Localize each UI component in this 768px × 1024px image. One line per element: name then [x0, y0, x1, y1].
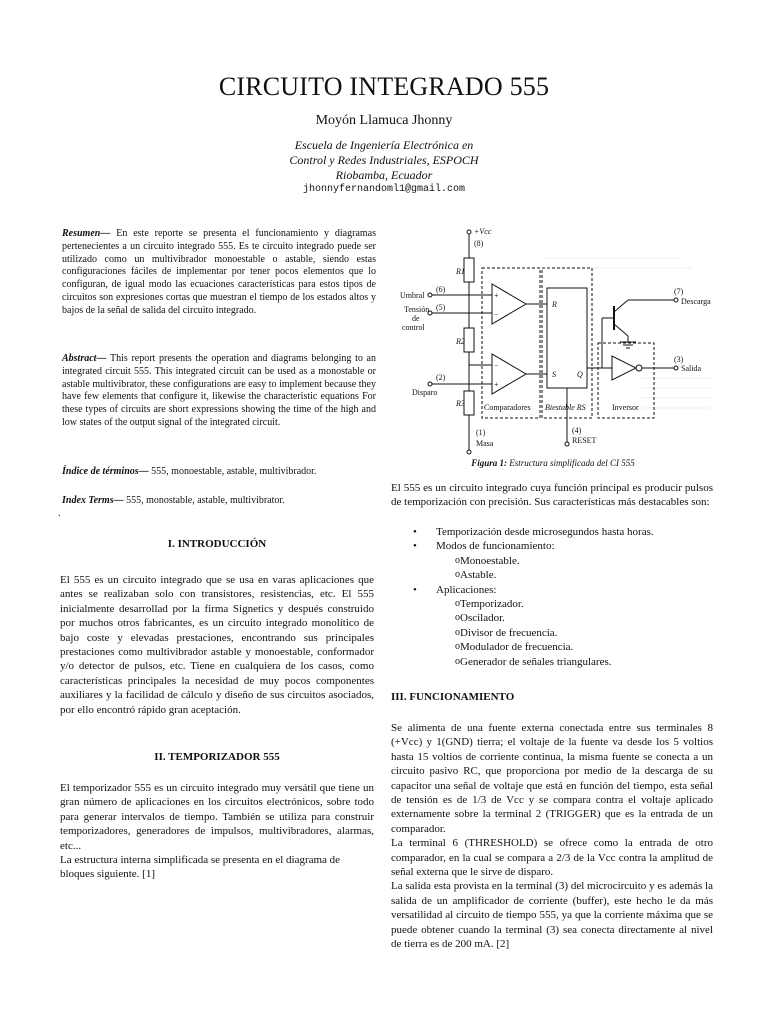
comp2-minus: − [494, 361, 499, 370]
vcc-terminal [467, 230, 471, 234]
sub-list-item-label: Monoestable. [460, 554, 520, 567]
bullet-marker: • [413, 583, 417, 596]
affiliation-line-2: Control y Redes Industriales, ESPOCH [289, 153, 479, 167]
reset-terminal [565, 442, 569, 446]
paper-title: CIRCUITO INTEGRADO 555 [218, 72, 550, 101]
flipflop-s-label: S [552, 370, 556, 379]
abstract-label: Abstract— [62, 353, 107, 364]
sub-list-item-label: Temporizador. [460, 598, 524, 611]
sub-list-item-label: Generador de señales triangulares. [460, 655, 612, 668]
funcionamiento-paragraph-1: Se alimenta de una fuente externa conectada entre sus terminales 8 (+Vcc) y 1(GND) tierra; el voltaje de la fuente va desde los 5 voltios hasta 15 voltios de corriente continua, la misma fuente se conecta a un circuito pasivo RC, que proporciona por medio de la descarga de su capacitor una señal de voltaje que está en función del tiempo, esta señal de tensión es de 1/3 de Vcc y se compara contra el voltaje aplicado externamente sobre la terminal 2 (TRIGGER) que es la entrada de un comparador. [391, 722, 713, 835]
bullet-marker: • [413, 526, 417, 538]
list-item [391, 583, 713, 669]
biestable-label: Biestable RS [545, 403, 586, 412]
disparo-terminal [428, 382, 432, 386]
pin8-label: (8) [474, 239, 484, 248]
comp2-plus: + [494, 380, 499, 389]
temporizador-paragraph [60, 781, 374, 882]
sub-bullet-marker: o [455, 612, 460, 624]
features-list [391, 525, 713, 669]
tension-label-1: Tensión [404, 305, 430, 314]
stray-mark: . [58, 508, 61, 519]
indice-terminos [62, 466, 376, 479]
sub-list-item-label: Oscilador. [460, 612, 505, 625]
author-name: Moyón Llamuca Jhonny [315, 113, 453, 128]
pin7-label: (7) [674, 287, 684, 296]
sub-list-item [391, 655, 713, 669]
affiliation-line-3: Riobamba, Ecuador [335, 168, 433, 182]
intro-heading: I. INTRODUCCIÓN [167, 538, 267, 550]
pin2-label: (2) [436, 373, 446, 382]
flipflop-r-label: R [552, 300, 557, 309]
indice-text: 555, monoestable, astable, multivibrador. [148, 466, 317, 477]
masa-terminal [467, 450, 471, 454]
list-item-label: Modos de funcionamiento: [436, 540, 555, 553]
umbral-terminal [428, 293, 432, 297]
sub-bullet-marker: o [455, 655, 460, 667]
pin1-label: (1) [476, 428, 486, 437]
pin4-label: (4) [572, 426, 582, 435]
sub-list-item-label: Divisor de frecuencia. [460, 626, 558, 639]
descarga-terminal [674, 298, 678, 302]
resistor-r2 [464, 328, 474, 352]
right-intro-paragraph: El 555 es un circuito integrado cuya función principal es producir pulsos de temporización con precisión. Sus características más destacables son: [391, 482, 713, 509]
resumen-paragraph [62, 228, 376, 318]
reset-label: RESET [572, 436, 597, 445]
abstract-paragraph [62, 353, 376, 430]
pin3-label: (3) [674, 355, 684, 364]
resistor-r3 [464, 391, 474, 415]
tension-label-2: de [412, 314, 420, 323]
inverter-gate [612, 356, 636, 380]
sub-list-item [391, 554, 713, 568]
sub-list-item [391, 626, 713, 640]
affiliation-line-1: Escuela de Ingeniería Electrónica en [294, 138, 474, 152]
figure-caption-label: Figura 1: [471, 458, 507, 468]
funcionamiento-paragraph-3: La salida esta provista en la terminal (3) del microcircuito y es además la salida de un amplificador de corriente (buffer), este hecho le da más versatilidad al circuito de tiempo 555, ya que la corriente máxima que se puede obtener cuando la terminal (3) sea conecta directamente al nivel de tierra es de 200 mA. [2] [391, 880, 713, 951]
pin5-label: (5) [436, 303, 446, 312]
sub-list-item [391, 597, 713, 611]
r2-label: R2 [456, 337, 465, 346]
sub-bullet-marker: o [455, 598, 460, 610]
disparo-label: Disparo [412, 388, 438, 397]
r1-label: R1 [456, 267, 465, 276]
show-through-texture [542, 258, 710, 408]
temporizador-heading: II. TEMPORIZADOR 555 [154, 751, 280, 763]
bullet-marker: • [413, 540, 417, 553]
sub-bullet-marker: o [455, 641, 460, 653]
vcc-label: +Vcc [474, 228, 492, 236]
r3-label: R3 [456, 399, 465, 408]
masa-label: Masa [476, 439, 494, 448]
figure-caption-text: Estructura simplificada del CI 555 [507, 458, 635, 468]
sub-list-item-label: Astable. [460, 569, 497, 582]
list-item [391, 525, 713, 539]
sub-list-item-label: Modulador de frecuencia. [460, 641, 574, 654]
descarga-label: Descarga [681, 297, 711, 306]
pin6-label: (6) [436, 285, 446, 294]
index-terms [62, 495, 376, 508]
sub-bullet-marker: o [455, 569, 460, 581]
resumen-text: En este reporte se presenta el funcionamiento y diagramas pertenecientes a un circuito integrado 555. Es te circuito integrado puede ser utilizado como un multivibrador monoestable o astable, siendo estas configuraciones fáciles de implementar por tener pocos elementos que lo configuran, de igual modo las ecuaciones características para estos tipos de circuitos son expresiones cortas que muestran el tiempo de los estados altos y bajos de la señal de salida del circuito integrado. [62, 228, 376, 316]
sub-list-item [391, 611, 713, 625]
funcionamiento-section [391, 721, 713, 952]
list-item-label: Temporización desde microsegundos hasta horas. [436, 526, 654, 538]
transistor-emitter [614, 324, 628, 336]
resistor-r1 [464, 258, 474, 282]
sub-bullet-marker: o [455, 554, 460, 566]
funcionamiento-paragraph-2: La terminal 6 (THRESHOLD) se ofrece como la entrada de otro comparador, en la cual se compara a 2/3 de la Vcc contra la amplitud de señal externa que le sirve de disparo. [391, 837, 713, 879]
flipflop-q-label: Q [577, 370, 583, 379]
tension-label-3: control [402, 323, 425, 332]
intro-paragraph: El 555 es un circuito integrado que se usa en varas aplicaciones que antes se realizaban solo con transistores, resistencias, etc. El 555 inicialmente desarrollad por la firma Signetics y después construido por muchos otros fabricantes, es un circuito integrado monolítico de bajo coste y elevadas prestaciones, encontrando sus principales prestaciones como multivibrador astable y monoestable, conformador y/o detector de pulsos, etc. Tiene en cualquiera de los casos, como características principales la necesidad de muy pocos componentes auxiliares y la facilidad de cálculo y diseño de sus circuitos asociados, por ello encontró rápido gran aceptación. [60, 574, 374, 716]
ic555-block-diagram [392, 228, 714, 468]
sub-bullet-marker: o [455, 626, 460, 638]
temporizador-text-2: La estructura interna simplificada se presenta en el diagrama de bloques siguiente. [1] [60, 854, 341, 881]
resumen-label: Resumen— [62, 228, 111, 239]
comp1-plus: + [494, 291, 499, 300]
comp1-minus: − [494, 310, 499, 319]
inversor-label: Inversor [612, 403, 639, 412]
salida-label: Salida [681, 364, 701, 373]
sub-list-item [391, 568, 713, 582]
index-terms-text: 555, monostable, astable, multivibrator. [123, 495, 285, 506]
list-item [391, 539, 713, 582]
comparadores-box [482, 268, 540, 418]
author-email[interactable]: jhonnyfernandoml1@gmail.com [302, 184, 466, 195]
comparadores-label: Comparadores [484, 403, 531, 412]
indice-label: Índice de términos— [62, 466, 149, 477]
funcionamiento-heading: III. FUNCIONAMIENTO [391, 691, 515, 703]
sub-list-item [391, 640, 713, 654]
list-item-label: Aplicaciones: [436, 583, 497, 596]
abstract-text: This report presents the operation and diagrams belonging to an integrated circuit 555. This integrated circuit can be used as a monostable or astable multivibrator, these configurations are easy to implement because they have few elements that configure it, likewise the characteristic equations For these types of circuits are short expressions showing the time of the high and low states of the output signal of the integrated circuit. [62, 353, 376, 428]
salida-terminal [674, 366, 678, 370]
transistor-collector [614, 300, 628, 312]
figure-caption [392, 458, 714, 468]
umbral-label: Umbral [400, 291, 425, 300]
index-terms-label: Index Terms— [62, 495, 124, 506]
temporizador-text-1: El temporizador 555 es un circuito integrado muy versátil que tiene un gran número de aplicaciones en los circuitos electrónicos, sobre todo para generar intervalos de tiempo. También se utiliza para construir temporizadores, generadores de impulsos, multivibradores, alarmas, etc... [60, 782, 374, 852]
